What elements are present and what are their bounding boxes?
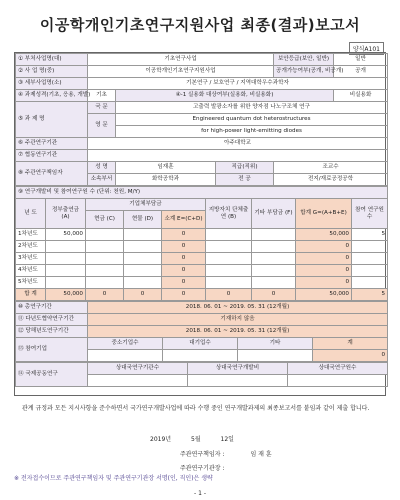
korean-title-value: 고출력 발광소자를 위한 양자점 나노구조체 연구 [116, 102, 388, 114]
other-count-value [238, 350, 313, 362]
project-nature-label: ④ 과제성격(기초, 응용, 개발) [16, 90, 88, 102]
budget-kind-header: 현물 (D) [124, 211, 162, 229]
english-title-line2: for high-power light-emitting diodes [116, 126, 388, 138]
budget-total-header: 합계 G=(A+B+E) [296, 199, 352, 229]
security-level-label: 보안등급(보안, 일반) [274, 54, 334, 66]
budget-kind [124, 253, 162, 265]
period-table [15, 301, 388, 362]
pi-major-value: 전지/재료공정공학 [274, 174, 388, 186]
budget-researchers: 5 [352, 229, 388, 241]
budget-researchers [352, 253, 388, 265]
partner-institution-count-header: 상대국연구기관수 [88, 363, 188, 375]
pi-dept-value: 화학공학과 [116, 174, 216, 186]
disclosure-label: 공개가능여부(공개, 비공개) [274, 66, 334, 78]
intl-table [15, 362, 388, 387]
english-title-line1: Engineered quantum dot heterostructures [116, 114, 388, 126]
budget-kind [124, 229, 162, 241]
intl-research-label: ⑭ 국제공동연구 [16, 363, 88, 387]
budget-cash [86, 229, 124, 241]
pi-major-label: 전 공 [216, 174, 274, 186]
budget-total: 0 [296, 253, 352, 265]
budget-etc [252, 265, 296, 277]
budget-total-local: 0 [206, 289, 252, 301]
budget-local [206, 241, 252, 253]
institution-head-label: 주관연구기관장 : [180, 465, 225, 472]
budget-kind [124, 241, 162, 253]
partner-budget-header: 상대국연구개발비 [188, 363, 288, 375]
practical-use-label: ④-1 실용화 대상여부(실용화, 비실용화) [116, 90, 334, 102]
pi-position-value: 조교수 [274, 162, 388, 174]
budget-cash-header: 현금 (C) [86, 211, 124, 229]
budget-row [16, 241, 388, 253]
lead-institution-label: ⑥ 주관연구기관 [16, 138, 88, 150]
program-label: ② 사 업 명(중) [16, 66, 88, 78]
pi-name-label: 성 명 [88, 162, 116, 174]
declaration-text: 관계 규정과 모든 지시사항을 준수하면서 국가연구개발사업에 따라 수행 중인 연구개발과제의 최종보고서를 붙임과 같이 제출 합니다. [22, 405, 370, 412]
company-total-header: 계 [313, 338, 388, 350]
researcher-signature-line [180, 449, 272, 458]
budget-etc-header: 기타 부담금 (F) [252, 199, 296, 229]
form-id-badge: 양식A101 [349, 42, 384, 55]
partner-researcher-count-value [288, 375, 388, 387]
budget-total-researchers: 5 [352, 289, 388, 301]
budget-local [206, 265, 252, 277]
budget-subtotal: 0 [162, 277, 206, 289]
budget-subtotal: 0 [162, 241, 206, 253]
other-count-header: 기타 [238, 338, 313, 350]
pi-label: ⑧ 주관연구책임자 [16, 162, 88, 186]
e-submission-note: ※ 전자접수이므로 주관연구책임자 및 주관연구기관장 서명(인, 직인)은 생략 [14, 475, 213, 482]
pi-dept-label: 소속부서 [88, 174, 116, 186]
budget-subtotal: 0 [162, 229, 206, 241]
page-number: - 1 - [194, 490, 206, 497]
date-month: 5월 [191, 436, 201, 443]
participating-companies-label: ⑬ 참여기업 [16, 338, 88, 362]
budget-local [206, 277, 252, 289]
budget-year-header: 년 도 [16, 199, 46, 229]
pi-name-value: 임재훈 [116, 162, 216, 174]
budget-year: 3차년도 [16, 253, 46, 265]
budget-total: 0 [296, 277, 352, 289]
budget-gov [46, 277, 86, 289]
current-period-value: 2018. 06. 01 ~ 2019. 05. 31 (12개월) [88, 326, 388, 338]
budget-cash [86, 253, 124, 265]
budget-total-subtotal: 0 [162, 289, 206, 301]
budget-cash [86, 241, 124, 253]
budget-researchers-header: 참여 연구원수 [352, 199, 388, 229]
budget-subtotal: 0 [162, 253, 206, 265]
budget-gov [46, 265, 86, 277]
report-title: 이공학개인기초연구지원사업 최종(결과)보고서 [39, 16, 361, 34]
researcher-signature-name: 임 재 훈 [250, 451, 272, 458]
sme-count-value [88, 350, 163, 362]
project-nature-value: 기초 [88, 90, 116, 102]
institution-head-signature-line [180, 463, 225, 472]
researcher-signature-label: 주관연구책임자 : [180, 451, 225, 458]
budget-local-header: 지방자치 단체출연 (B) [206, 199, 252, 229]
budget-subtotal: 0 [162, 265, 206, 277]
budget-kind [124, 265, 162, 277]
large-company-count-header: 대기업수 [163, 338, 238, 350]
budget-researchers [352, 277, 388, 289]
multiyear-period-value: 기재하지 않음 [88, 314, 388, 326]
budget-total-row [16, 289, 388, 301]
budget-row [16, 229, 388, 241]
budget-row [16, 253, 388, 265]
total-period-label: ⑩ 총연구기간 [16, 302, 88, 314]
lead-institution-value: 아주대학교 [88, 138, 388, 150]
budget-year: 2차년도 [16, 241, 46, 253]
budget-total: 0 [296, 265, 352, 277]
date-year: 2019년 [150, 436, 172, 443]
korean-title-label: 국 문 [88, 102, 116, 114]
partner-institution-label: ⑦ 협동연구기관 [16, 150, 88, 162]
budget-cash [86, 265, 124, 277]
budget-kind [124, 277, 162, 289]
sub-program-label: ③ 세부사업명(소) [16, 78, 88, 90]
multiyear-period-label: ⑪ 다년도협약연구기간 [16, 314, 88, 326]
program-value: 이공학개인기초연구지원사업 [88, 66, 274, 78]
practical-use-value: 비실용화 [334, 90, 388, 102]
budget-row [16, 265, 388, 277]
budget-title: ⑨ 연구개발비 및 참여연구원 수 (단위: 천원, M/Y) [16, 187, 388, 199]
project-title-label: ⑤ 과 제 명 [16, 102, 88, 138]
company-total-value: 0 [313, 350, 388, 362]
budget-etc [252, 253, 296, 265]
total-period-value: 2018. 06. 01 ~ 2019. 05. 31 (12개월) [88, 302, 388, 314]
budget-etc [252, 277, 296, 289]
budget-year: 5차년도 [16, 277, 46, 289]
budget-local [206, 229, 252, 241]
budget-year: 4차년도 [16, 265, 46, 277]
budget-researchers [352, 241, 388, 253]
disclosure-value: 공개 [334, 66, 388, 78]
pi-position-label: 직급(직위) [216, 162, 274, 174]
partner-researcher-count-header: 상대국연구원수 [288, 363, 388, 375]
budget-cash [86, 277, 124, 289]
partner-institution-value [88, 150, 388, 162]
budget-table [15, 186, 388, 301]
large-company-count-value [163, 350, 238, 362]
budget-total-kind: 0 [124, 289, 162, 301]
budget-gov-header: 정부출연금 (A) [46, 199, 86, 229]
budget-local [206, 253, 252, 265]
current-period-label: ⑫ 당해년도연구기간 [16, 326, 88, 338]
budget-total-gov: 50,000 [46, 289, 86, 301]
budget-gov [46, 241, 86, 253]
budget-year: 1차년도 [16, 229, 46, 241]
date-day: 12일 [220, 436, 234, 443]
report-form [14, 52, 386, 396]
budget-private-header: 기업체부담금 [86, 199, 206, 211]
partner-institution-count-value [88, 375, 188, 387]
budget-total-year: 합 계 [16, 289, 46, 301]
ministry-program-value: 기초연구사업 [88, 54, 274, 66]
budget-row [16, 277, 388, 289]
english-title-label: 영 문 [88, 114, 116, 138]
sme-count-header: 중소기업수 [88, 338, 163, 350]
security-level-value: 일반 [334, 54, 388, 66]
budget-subtotal-header: 소계 E=(C+D) [162, 211, 206, 229]
budget-etc [252, 229, 296, 241]
budget-total-etc: 0 [252, 289, 296, 301]
submission-date [150, 434, 252, 443]
budget-gov: 50,000 [46, 229, 86, 241]
ministry-program-label: ① 부처사업명(대) [16, 54, 88, 66]
budget-total: 50,000 [296, 229, 352, 241]
budget-total-total: 50,000 [296, 289, 352, 301]
budget-total-cash: 0 [86, 289, 124, 301]
partner-budget-value [188, 375, 288, 387]
budget-etc [252, 241, 296, 253]
sub-program-value: 기본연구 / 보호연구 / 지역대학우수과학자 [88, 78, 388, 90]
budget-researchers [352, 265, 388, 277]
budget-total: 0 [296, 241, 352, 253]
info-table [15, 53, 388, 186]
budget-gov [46, 253, 86, 265]
